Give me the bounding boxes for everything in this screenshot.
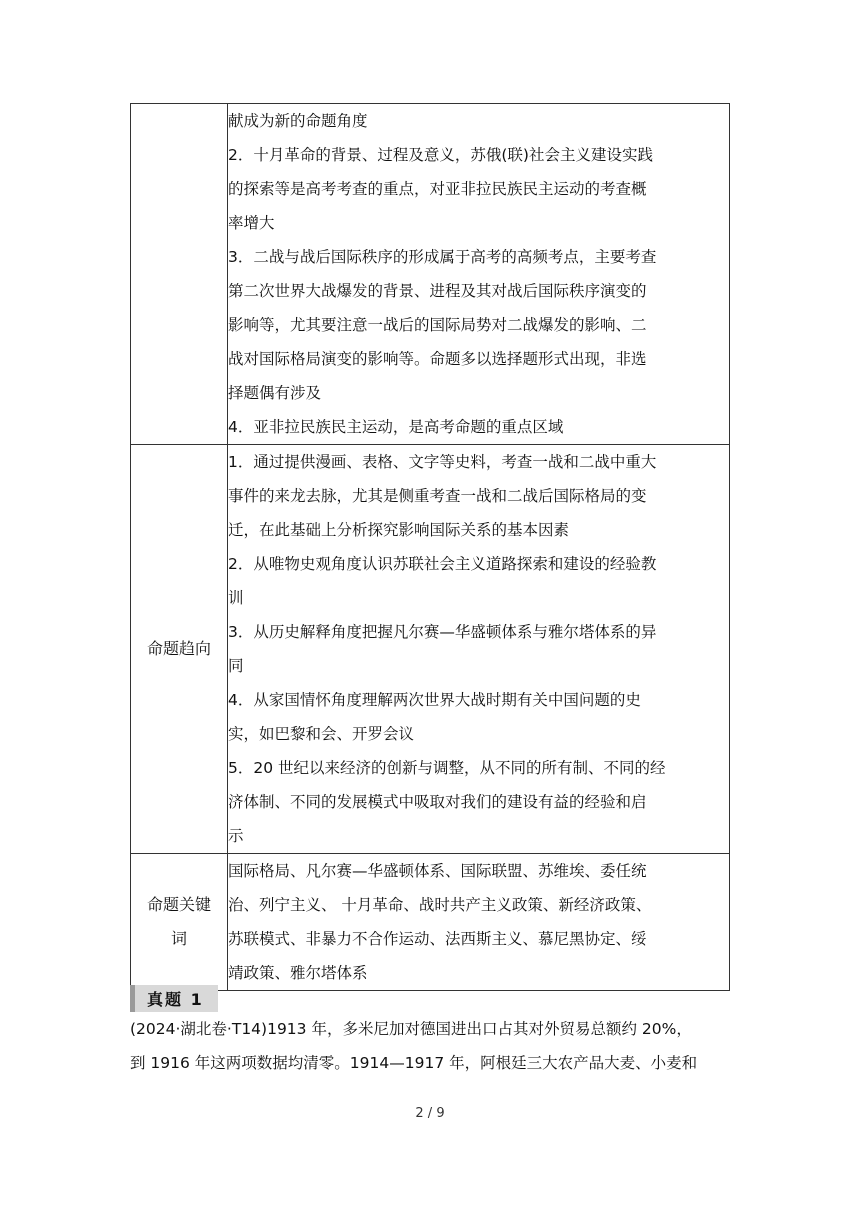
content-line: 率增大 [228,214,275,232]
exam-analysis-table [130,103,730,991]
row-label-keywords [131,854,228,991]
content-line: 择题偶有涉及 [228,384,322,402]
row-label-empty [131,104,228,445]
content-line: 示 [228,827,244,845]
content-line: 治、列宁主义、 十月革命、战时共产主义政策、新经济政策、 [228,896,652,914]
content-line: 训 [228,589,244,607]
label-line: 词 [170,929,187,948]
content-line: 的探索等是高考考查的重点，对亚非拉民族民主运动的考查概 [228,180,647,198]
table-row [131,854,730,991]
content-line: 献成为新的命题角度 [228,112,368,130]
content-line: 第二次世界大战爆发的背景、进程及其对战后国际秩序演变的 [228,282,647,300]
content-line: 影响等，尤其要注意一战后的国际局势对二战爆发的影响、二 [228,316,647,334]
content-line: 5．20 世纪以来经济的创新与调整，从不同的所有制、不同的经 [228,759,666,777]
label-line: 命题关键 [146,895,211,914]
content-line: 4．从家国情怀角度理解两次世界大战时期有关中国问题的史 [228,691,641,709]
row-content [228,104,730,445]
content-line: 迁，在此基础上分析探究影响国际关系的基本因素 [228,521,570,539]
content-line: 同 [228,657,244,675]
content-line: 实，如巴黎和会、开罗会议 [228,725,415,743]
content-line: 国际格局、凡尔赛—华盛顿体系、国际联盟、苏维埃、委任统 [228,862,647,880]
row-label-trend: 命题趋向 [131,445,228,854]
page-number: 2 / 9 [415,1106,445,1121]
content-line: 2．十月革命的背景、过程及意义，苏俄(联)社会主义建设实践 [228,146,653,164]
content-line: 2．从唯物史观角度认识苏联社会主义道路探索和建设的经验教 [228,555,657,573]
content-line: 战对国际格局演变的影响等。命题多以选择题形式出现，非选 [228,350,647,368]
content-line: 3．从历史解释角度把握凡尔赛—华盛顿体系与雅尔塔体系的异 [228,623,657,641]
content-line: 4．亚非拉民族民主运动，是高考命题的重点区域 [228,418,564,436]
content-line: 靖政策、雅尔塔体系 [228,964,368,982]
section-tag: 真题 1 [130,985,218,1012]
row-content [228,854,730,991]
content-line: 苏联模式、非暴力不合作运动、法西斯主义、慕尼黑协定、绥 [228,930,647,948]
content-line: 事件的来龙去脉，尤其是侧重考查一战和二战后国际格局的变 [228,487,647,505]
content-line: 1．通过提供漫画、表格、文字等史料，考查一战和二战中重大 [228,453,657,471]
table-row [131,445,730,854]
content-line: 济体制、不同的发展模式中吸取对我们的建设有益的经验和启 [228,793,647,811]
question-line: 到 1916 年这两项数据均清零。1914—1917 年，阿根廷三大农产品大麦、小麦和 [130,1054,698,1072]
table-row [131,104,730,445]
question-line: (2024·湖北卷·T14)1913 年，多米尼加对德国进出口占其对外贸易总额约 20%， [130,1020,692,1038]
row-content [228,445,730,854]
content-line: 3．二战与战后国际秩序的形成属于高考的高频考点，主要考查 [228,248,657,266]
question-text [130,1012,740,1080]
